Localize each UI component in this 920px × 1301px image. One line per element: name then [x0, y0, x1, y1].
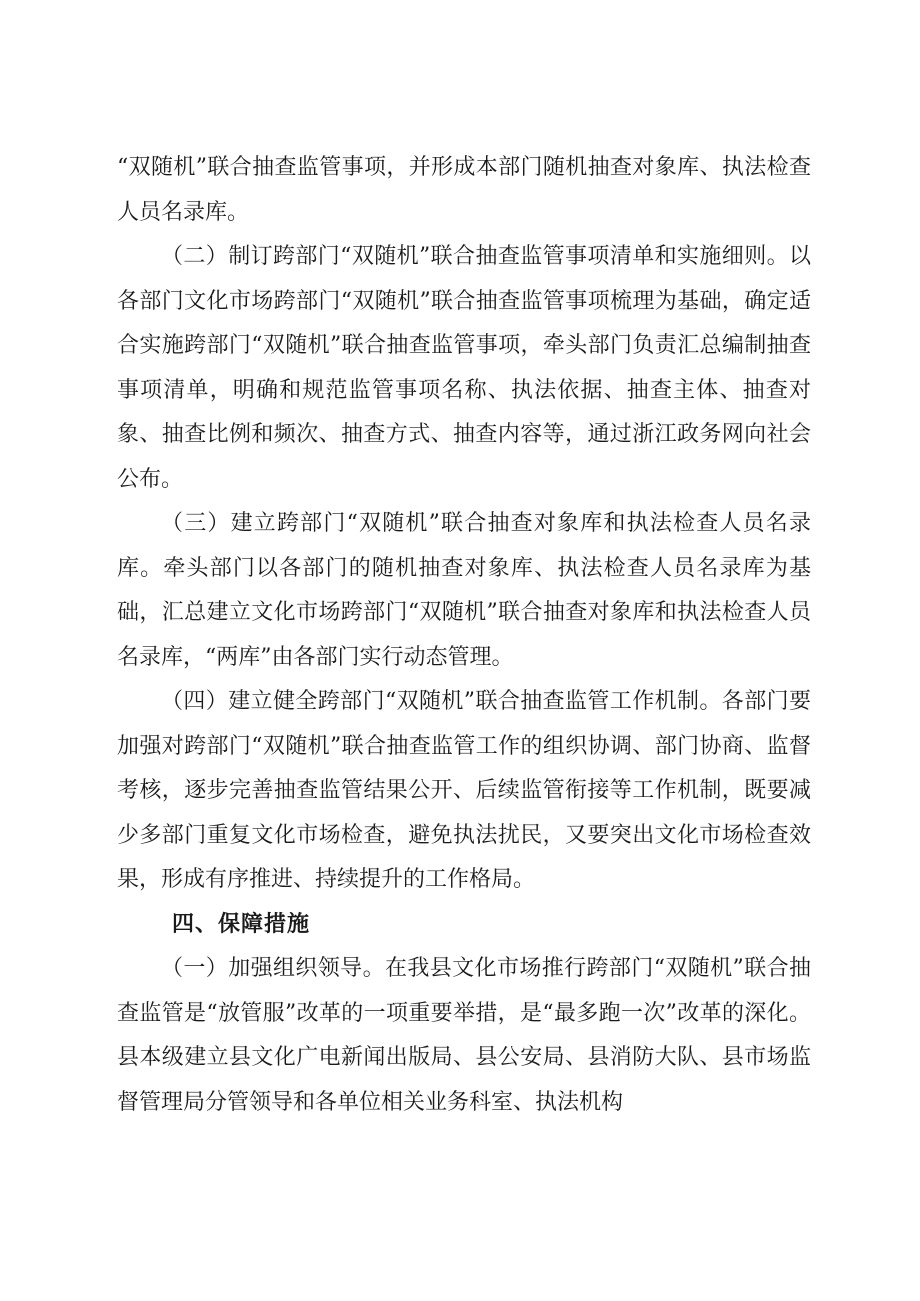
paragraph-item-2: （二）制订跨部门“双随机”联合抽查监管事项清单和实施细则。以各部门文化市场跨部门“双随机”联合抽查监管事项梳理为基础，确定适合实施跨部门“双随机”联合抽查监管事项，牵头部门负责汇总编制抽查事项清单，明确和规范监管事项名称、执法依据、抽查主体、抽查对象、抽查比例和频次、抽查方式、抽查内容等，通过浙江政务网向社会公布。 [117, 244, 811, 492]
paragraph-item-3: （三）建立跨部门“双随机”联合抽查对象库和执法检查人员名录库。牵头部门以各部门的随机抽查对象库、执法检查人员名录库为基础，汇总建立文化市场跨部门“双随机”联合抽查对象库和执法检查人员名录库，“两库”由各部门实行动态管理。 [117, 511, 811, 670]
paragraph-item-4: （四）建立健全跨部门“双随机”联合抽查监管工作机制。各部门要加强对跨部门“双随机”联合抽查监管工作的组织协调、部门协商、监督考核，逐步完善抽查监管结果公开、后续监管衔接等工作机制，既要减少多部门重复文化市场检查，避免执法扰民，又要突出文化市场检查效果，形成有序推进、持续提升的工作格局。 [117, 689, 811, 892]
paragraph-measure-1: （一）加强组织领导。在我县文化市场推行跨部门“双随机”联合抽查监管是“放管服”改革的一项重要举措，是“最多跑一次”改革的深化。县本级建立县文化广电新闻出版局、县公安局、县消防大队、县市场监督管理局分管领导和各单位相关业务科室、执法机构 [117, 956, 811, 1115]
paragraph-continuation: “双随机”联合抽查监管事项，并形成本部门随机抽查对象库、执法检查人员名录库。 [117, 155, 811, 225]
section-heading: 四、保障措施 [172, 911, 311, 937]
document-body [117, 146, 811, 1125]
